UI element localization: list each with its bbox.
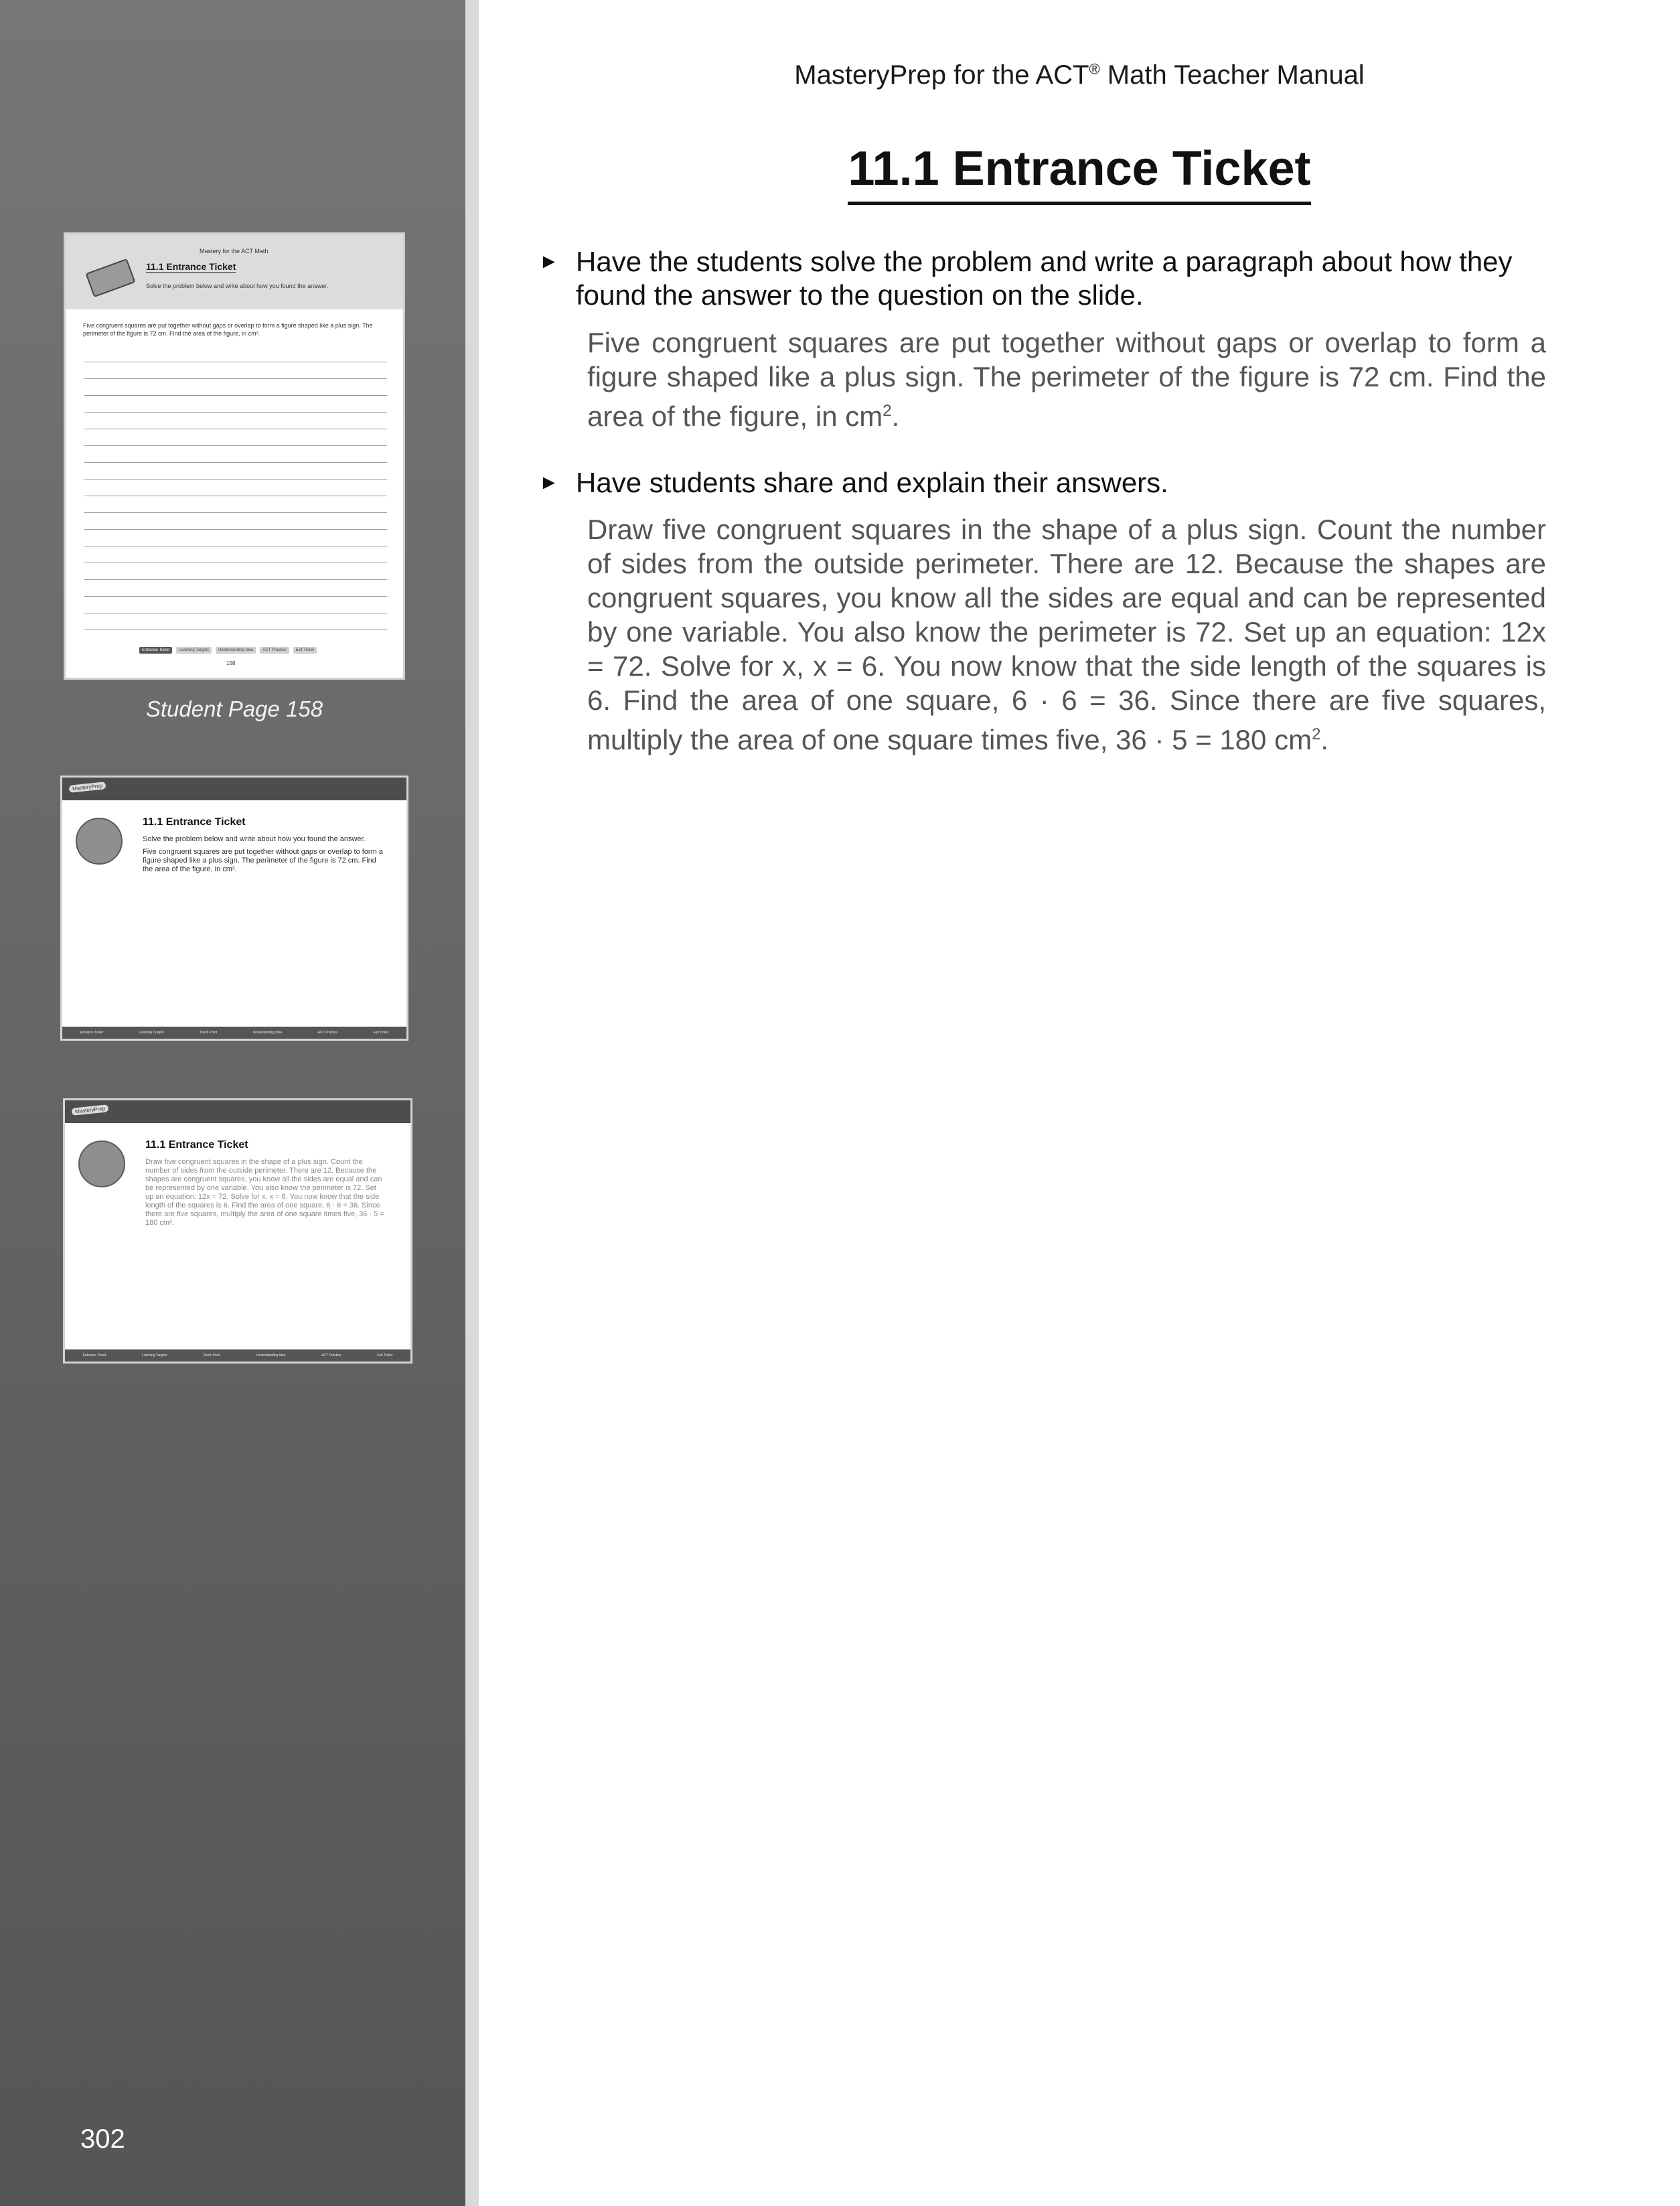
triangle-bullet-icon: ►	[539, 471, 559, 494]
problem-body: Five congruent squares are put together without gaps or overlap to form a figure shaped like a plus sign. The perimeter of the figure is 72 cm. Find the area of the figure, in cm	[587, 327, 1546, 432]
header-text: Math Teacher Manual	[1099, 60, 1365, 90]
ticket-icon	[78, 1141, 125, 1187]
slide-footer-tab: Exit Ticket	[377, 1353, 393, 1357]
answer-line	[84, 412, 387, 413]
slide-title: 11.1 Entrance Ticket	[145, 1139, 248, 1151]
problem-text	[587, 325, 1546, 433]
instruction-bullet	[539, 245, 1543, 312]
slide-line: Draw five congruent squares in the shape of a plus sign. Count the number of sides from the outside perimeter. There are 12. Because the shapes are congruent squares, you know all the sides are equal and can be represented by one variable. You also know the perimeter is 72. Set up an equation: 12x = 72. Solve for x, x = 6. You now know that the side length of the squares is 6. Find the area of one square, 6 · 6 = 36. Since there are five squares, multiply the area of one square times five, 36 · 5 = 180 cm².	[145, 1158, 384, 1227]
section-title	[479, 137, 1680, 205]
instruction-text: Have students share and explain their answers.	[576, 467, 1168, 498]
student-page-number: 158	[226, 660, 236, 666]
student-page-footer	[139, 647, 317, 654]
superscript: 2	[883, 402, 892, 420]
student-page-title: 11.1 Entrance Ticket	[146, 261, 236, 272]
slide-thumbnail-question[interactable]	[60, 776, 408, 1041]
sidebar-divider	[465, 0, 479, 2206]
instruction-bullet	[539, 466, 1543, 500]
slide-line: Five congruent squares are put together without gaps or overlap to form a figure shaped like a plus sign. The perimeter of the figure is 72 cm. Find the area of the figure, in cm².	[143, 848, 383, 873]
slide-footer-tab: Entrance Ticket	[82, 1353, 106, 1357]
slide-footer	[65, 1349, 410, 1362]
slide-footer-tab: Touch Point	[200, 1031, 218, 1035]
slide-footer-tab: Exit Ticket	[373, 1031, 389, 1035]
slide-topbar	[62, 778, 406, 800]
solution-text	[587, 512, 1546, 757]
student-page-small-header: Mastery for the ACT Math	[200, 248, 269, 254]
slide-topbar	[65, 1100, 410, 1123]
student-page-thumbnail[interactable]	[64, 232, 405, 680]
solution-end: .	[1320, 724, 1329, 755]
slide-footer-tab: Learning Targets	[139, 1031, 164, 1035]
answer-line	[84, 529, 387, 530]
running-header	[479, 60, 1680, 90]
answer-line	[84, 462, 387, 463]
student-page-caption: Student Page 158	[145, 696, 323, 721]
answer-line	[84, 479, 387, 480]
footer-tab: Learning Targets	[176, 647, 212, 654]
answer-line	[84, 445, 387, 446]
slide-footer-tab: ACT Practice	[317, 1031, 338, 1035]
section-title-text: 11.1 Entrance Ticket	[848, 137, 1310, 205]
superscript: 2	[1312, 725, 1321, 743]
slide-footer-tab: Touch Point	[202, 1353, 221, 1357]
masteryprep-logo: MasteryPrep	[69, 782, 106, 793]
answer-line	[84, 395, 387, 396]
registered-mark: ®	[1089, 60, 1100, 78]
answer-line	[84, 596, 387, 597]
slide-footer-tab: Understanding Idea	[256, 1353, 286, 1357]
footer-tab: Exit Ticket	[293, 647, 317, 654]
ticket-icon	[85, 259, 135, 297]
slide-footer-tab: Entrance Ticket	[80, 1031, 104, 1035]
triangle-bullet-icon: ►	[539, 250, 559, 273]
student-page-header	[66, 234, 403, 309]
slide-footer-tab: ACT Practice	[321, 1353, 341, 1357]
slide-footer-tab: Learning Targets	[142, 1353, 167, 1357]
student-page-body: Five congruent squares are put together without gaps or overlap to form a figure shaped like a plus sign. The perimeter of the figure is 72 cm. Find the area of the figure, in cm².	[83, 322, 373, 337]
footer-tab: Entrance Ticket	[139, 647, 172, 654]
answer-line	[84, 512, 387, 513]
slide-text	[143, 835, 384, 878]
header-text: MasteryPrep for the ACT	[794, 60, 1089, 90]
slide-line: Solve the problem below and write about how you found the answer.	[143, 835, 366, 843]
solution-body: Draw five congruent squares in the shape of a plus sign. Count the number of sides from the outside perimeter. There are 12. Because the shapes are congruent squares, you know all the sides are equal and can be represented by one variable. You also know the perimeter is 72. Set up an equation: 12x = 72. Solve for x, x = 6. You now know that the side length of the squares is 6. Find the area of one square, 6 · 6 = 36. Since there are five squares, multiply the area of one square times five, 36 · 5 = 180 cm	[587, 514, 1546, 755]
problem-end: .	[891, 400, 900, 432]
footer-tab: Understanding Idea	[216, 647, 256, 654]
masteryprep-logo: MasteryPrep	[72, 1104, 109, 1116]
slide-footer-tab: Understanding Idea	[252, 1031, 283, 1035]
page-number: 302	[80, 2124, 125, 2154]
slide-footer	[62, 1027, 406, 1039]
slide-title: 11.1 Entrance Ticket	[143, 816, 246, 828]
footer-tab: ACT Practice	[260, 647, 289, 654]
answer-line	[84, 378, 387, 379]
instruction-text: Have the students solve the problem and write a paragraph about how they found the answer to the question on the slide.	[576, 246, 1513, 311]
slide-thumbnail-answer[interactable]	[63, 1098, 412, 1364]
answer-line	[84, 579, 387, 580]
slide-text	[145, 1158, 386, 1232]
ticket-icon	[76, 818, 123, 865]
student-page-subtitle: Solve the problem below and write about how you found the answer.	[146, 283, 329, 289]
